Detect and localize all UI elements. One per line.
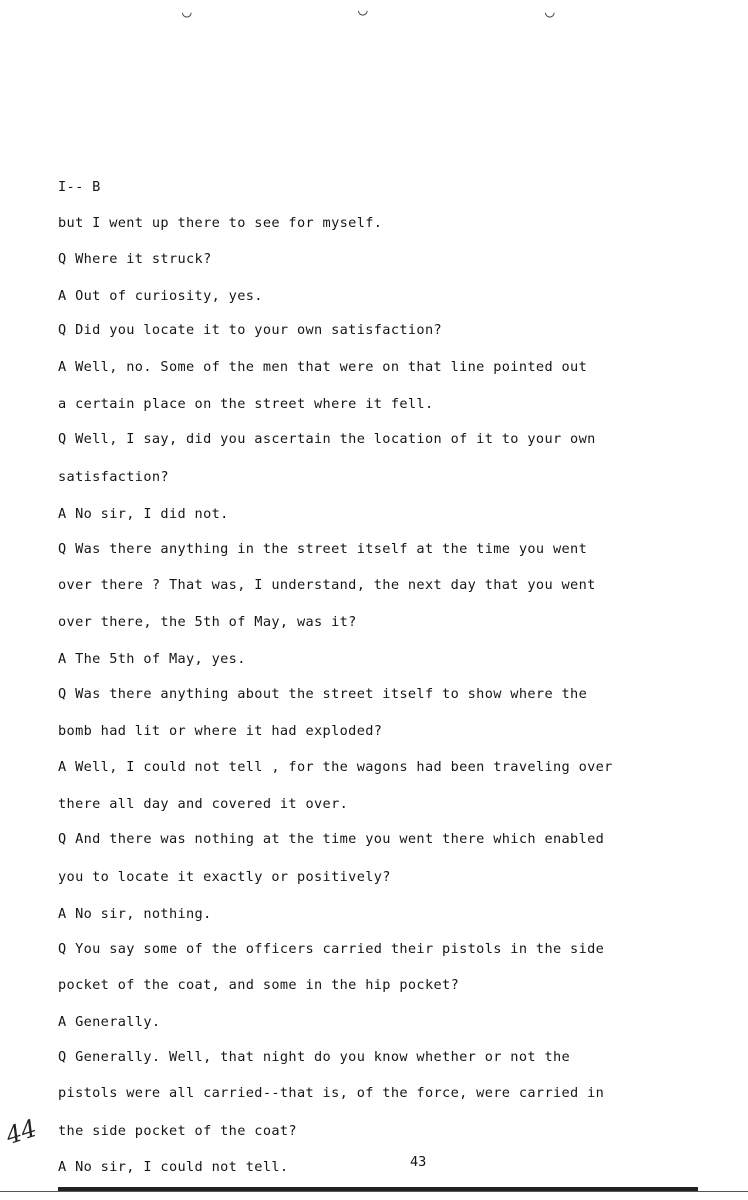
- punch-hole-mark: ◡: [182, 2, 192, 21]
- transcript-line: A Well, no. Some of the men that were on that line pointed out: [58, 359, 588, 375]
- transcript-line: the side pocket of the coat?: [58, 1123, 297, 1139]
- transcript-line: Q Was there anything about the street itself to show where the: [58, 686, 588, 702]
- transcript-line: bomb had lit or where it had exploded?: [58, 723, 383, 739]
- transcript-line: A No sir, I could not tell.: [58, 1159, 289, 1175]
- transcript-line: pocket of the coat, and some in the hip pocket?: [58, 977, 460, 993]
- transcript-line: A No sir, nothing.: [58, 906, 212, 922]
- transcript-line: there all day and covered it over.: [58, 796, 349, 812]
- punch-hole-mark: ◡: [358, 0, 368, 19]
- transcript-line: over there, the 5th of May, was it?: [58, 614, 357, 630]
- transcript-line: Q Generally. Well, that night do you know whether or not the: [58, 1049, 571, 1065]
- transcript-line: Q And there was nothing at the time you went there which enabled: [58, 831, 605, 847]
- transcript-line: A The 5th of May, yes.: [58, 651, 246, 667]
- transcript-line: A No sir, I did not.: [58, 506, 229, 522]
- transcript-line: Q Well, I say, did you ascertain the location of it to your own: [58, 431, 596, 447]
- transcript-line: A Out of curiosity, yes.: [58, 288, 263, 304]
- transcript-line: Q Did you locate it to your own satisfaction?: [58, 322, 443, 338]
- punch-hole-mark: ◡: [545, 2, 555, 21]
- transcript-line: but I went up there to see for myself.: [58, 215, 383, 231]
- transcript-line: pistols were all carried--that is, of the force, were carried in: [58, 1085, 605, 1101]
- transcript-line: you to locate it exactly or positively?: [58, 869, 391, 885]
- bottom-rule-thin: [0, 1191, 748, 1192]
- page-number: 43: [410, 1154, 427, 1170]
- transcript-line: a certain place on the street where it fell.: [58, 396, 434, 412]
- transcript-line: Q Where it struck?: [58, 251, 212, 267]
- transcript-line: A Generally.: [58, 1014, 161, 1030]
- transcript-line: Q You say some of the officers carried their pistols in the side: [58, 941, 605, 957]
- section-header: I-- B: [58, 179, 101, 195]
- transcript-line: A Well, I could not tell , for the wagons had been traveling over: [58, 759, 613, 775]
- transcript-line: over there ? That was, I understand, the next day that you went: [58, 577, 596, 593]
- transcript-line: satisfaction?: [58, 469, 169, 485]
- transcript-line: Q Was there anything in the street itself at the time you went: [58, 541, 588, 557]
- handwritten-margin-note: 44: [2, 1113, 41, 1151]
